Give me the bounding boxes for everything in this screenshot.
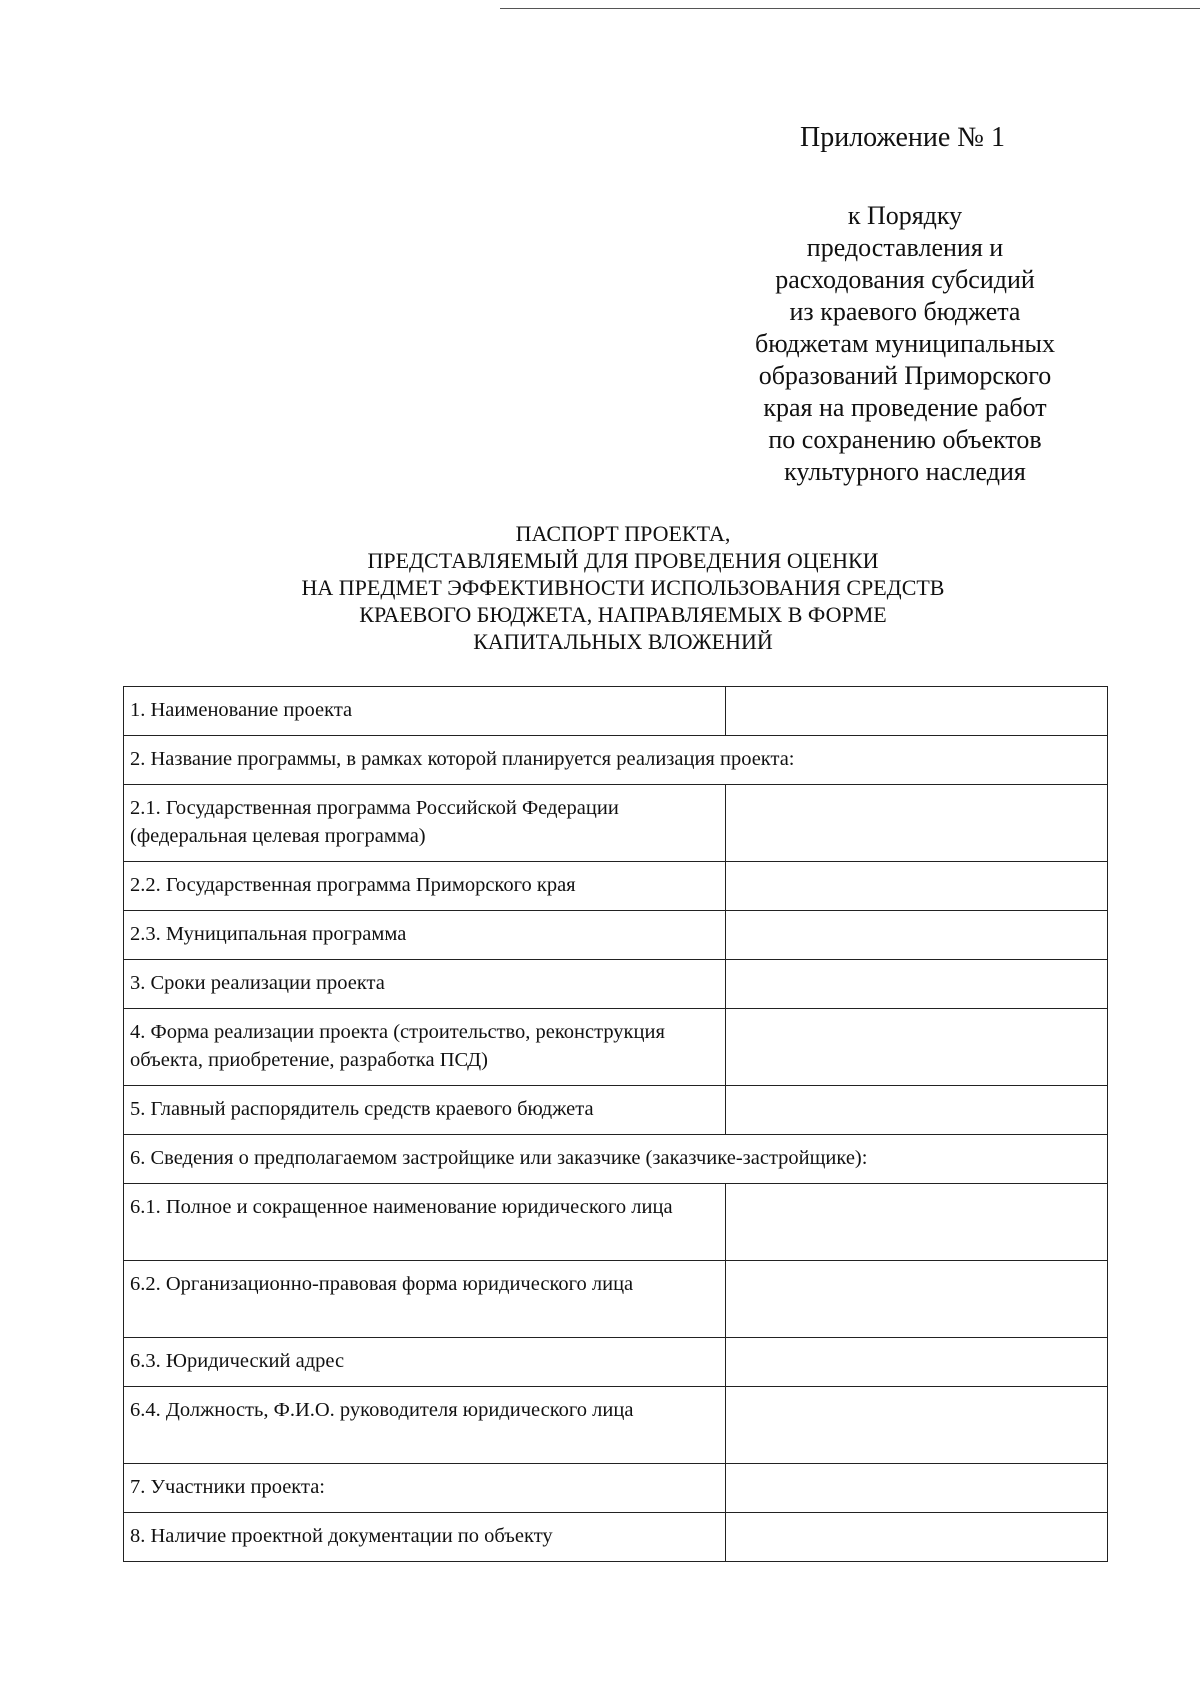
row-value-cell <box>725 1261 1107 1338</box>
row-label: 6.3. Юридический адрес <box>124 1338 726 1387</box>
table-row <box>124 736 1108 785</box>
table-row <box>124 1086 1108 1135</box>
row-label: 6.2. Организационно-правовая форма юридического лица <box>124 1261 726 1338</box>
title-line: ПАСПОРТ ПРОЕКТА, <box>515 521 731 546</box>
passport-table-body <box>124 687 1108 1562</box>
reference-line: культурного наследия <box>784 457 1026 486</box>
row-label: 2.2. Государственная программа Приморского края <box>124 862 726 911</box>
row-label: 3. Сроки реализации проекта <box>124 960 726 1009</box>
row-value-cell <box>725 862 1107 911</box>
row-label: 4. Форма реализации проекта (строительство, реконструкция объекта, приобретение, разработка ПСД) <box>124 1009 726 1086</box>
reference-line: бюджетам муниципальных <box>755 329 1055 358</box>
row-label: 1. Наименование проекта <box>124 687 726 736</box>
row-value-cell <box>725 960 1107 1009</box>
table-row <box>124 1184 1108 1261</box>
table-row <box>124 911 1108 960</box>
row-value-cell <box>725 687 1107 736</box>
reference-line: образований Приморского <box>758 361 1052 390</box>
row-section-label: 6. Сведения о предполагаемом застройщике или заказчике (заказчике-застройщике): <box>124 1135 1108 1184</box>
title-line: КРАЕВОГО БЮДЖЕТА, НАПРАВЛЯЕМЫХ В ФОРМЕ <box>359 602 887 627</box>
reference-line: из краевого бюджета <box>789 297 1021 326</box>
table-row <box>124 1009 1108 1086</box>
reference-line: по сохранению объектов <box>768 425 1042 454</box>
reference-line: края на проведение работ <box>763 393 1047 422</box>
document-title <box>123 520 1123 655</box>
table-row <box>124 785 1108 862</box>
row-section-label: 2. Название программы, в рамках которой планируется реализация проекта: <box>124 736 1108 785</box>
passport-table <box>123 686 1108 1562</box>
scan-edge-line <box>500 8 1200 9</box>
row-value-cell <box>725 1086 1107 1135</box>
row-label: 2.1. Государственная программа Российской Федерации (федеральная целевая программа) <box>124 785 726 862</box>
row-label: 5. Главный распорядитель средств краевого бюджета <box>124 1086 726 1135</box>
table-row <box>124 1135 1108 1184</box>
table-row <box>124 1387 1108 1464</box>
row-value-cell <box>725 1513 1107 1562</box>
row-value-cell <box>725 911 1107 960</box>
row-label: 7. Участники проекта: <box>124 1464 726 1513</box>
table-row <box>124 862 1108 911</box>
appendix-number: Приложение № 1 <box>800 122 1005 153</box>
row-value-cell <box>725 785 1107 862</box>
reference-line: к Порядку <box>847 201 963 230</box>
row-label: 2.3. Муниципальная программа <box>124 911 726 960</box>
row-label: 6.1. Полное и сокращенное наименование юридического лица <box>124 1184 726 1261</box>
row-value-cell <box>725 1338 1107 1387</box>
table-row <box>124 1261 1108 1338</box>
title-line: КАПИТАЛЬНЫХ ВЛОЖЕНИЙ <box>473 629 773 654</box>
row-value-cell <box>725 1184 1107 1261</box>
row-value-cell <box>725 1464 1107 1513</box>
reference-line: предоставления и <box>806 233 1004 262</box>
row-label: 6.4. Должность, Ф.И.О. руководителя юридического лица <box>124 1387 726 1464</box>
table-row <box>124 1464 1108 1513</box>
table-row <box>124 1338 1108 1387</box>
row-value-cell <box>725 1387 1107 1464</box>
table-row <box>124 1513 1108 1562</box>
row-label: 8. Наличие проектной документации по объекту <box>124 1513 726 1562</box>
row-value-cell <box>725 1009 1107 1086</box>
title-line: ПРЕДСТАВЛЯЕМЫЙ ДЛЯ ПРОВЕДЕНИЯ ОЦЕНКИ <box>367 548 879 573</box>
appendix-reference <box>690 200 1120 488</box>
title-line: НА ПРЕДМЕТ ЭФФЕКТИВНОСТИ ИСПОЛЬЗОВАНИЯ СРЕДСТВ <box>301 575 945 600</box>
table-row <box>124 687 1108 736</box>
reference-line: расходования субсидий <box>775 265 1035 294</box>
table-row <box>124 960 1108 1009</box>
